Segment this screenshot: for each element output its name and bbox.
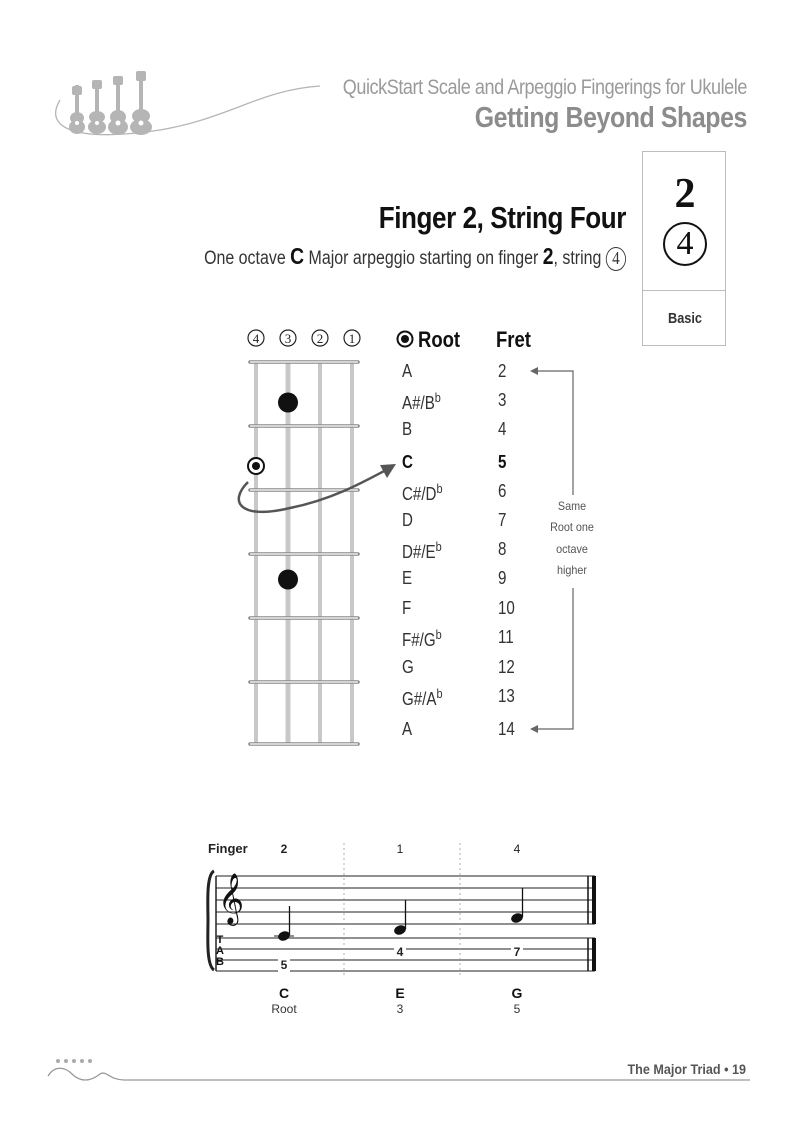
note-degree: Root [271, 1002, 297, 1016]
subtitle-prefix: One octave [204, 248, 286, 269]
octave-note-1: Same [557, 499, 587, 513]
table-note: G [402, 657, 414, 677]
octave-note-3: octave [556, 542, 588, 556]
root-header: Root [418, 327, 461, 352]
note-degree: 3 [396, 1002, 404, 1016]
finger-number: 2 [280, 842, 288, 856]
header-subtitle: QuickStart Scale and Arpeggio Fingerings for Ukulele [342, 76, 747, 99]
table-note: $F\#/G^b$ [402, 627, 442, 650]
flat-symbol: b [436, 686, 443, 701]
note-name: E [395, 985, 405, 1001]
subtitle-key: C [290, 243, 305, 269]
subtitle-suffix: , string [553, 248, 602, 269]
side-tab-string: 4 [663, 222, 707, 266]
svg-text:3: 3 [284, 331, 292, 346]
side-tab [642, 151, 726, 346]
table-fret: 2 [498, 361, 507, 381]
table-note: A [402, 719, 413, 739]
table-fret: 14 [498, 719, 515, 739]
header-title: Getting Beyond Shapes [474, 102, 747, 134]
page-title: Finger 2, String Four [378, 200, 626, 235]
fretboard-diagram [230, 320, 400, 760]
table-note: $C\#/D^b$ [402, 481, 443, 504]
page-subtitle [201, 243, 626, 271]
string-label-4 [248, 330, 264, 346]
table-fret: 4 [498, 419, 507, 439]
octave-note-4: higher [556, 563, 588, 577]
system-brace [208, 871, 214, 970]
note-degree: 5 [513, 1002, 521, 1016]
svg-text:1: 1 [348, 331, 356, 346]
root-symbol-icon [396, 330, 414, 348]
finger-number: 4 [513, 842, 521, 856]
table-note: C [402, 452, 413, 472]
octave-note-2: Root one [550, 520, 594, 534]
table-note: D [402, 510, 413, 530]
svg-text:2: 2 [316, 331, 324, 346]
table-fret: 13 [498, 686, 515, 706]
table-fret: 6 [498, 481, 507, 501]
treble-clef-icon: 𝄞 [218, 873, 245, 924]
subtitle-mid: Major arpeggio starting on finger [308, 248, 539, 269]
table-fret: 12 [498, 657, 515, 677]
svg-text:4: 4 [252, 331, 260, 346]
tab-letter: B [216, 956, 224, 968]
ukulele-logo-icon [40, 60, 320, 150]
side-tab-level: Basic [667, 310, 703, 327]
table-note: $D\#/E^b$ [402, 539, 442, 562]
string-label-2 [312, 330, 328, 346]
footer-page-label: The Major Triad • 19 [627, 1061, 746, 1077]
finger-dot [278, 393, 298, 413]
table-fret: 10 [498, 598, 515, 618]
flat-symbol: b [434, 390, 441, 405]
subtitle-string-circle: 4 [606, 247, 626, 271]
table-note: E [402, 568, 413, 588]
finger-dot [278, 570, 298, 590]
note-name: G [511, 985, 523, 1001]
side-tab-finger: 2 [674, 171, 696, 217]
table-fret: 11 [498, 627, 514, 647]
table-note: B [402, 419, 413, 439]
flat-symbol: b [435, 539, 442, 554]
tab-number: 5 [280, 958, 288, 972]
table-fret: 3 [498, 390, 507, 410]
table-note: $G\#/A^b$ [402, 686, 443, 709]
notation-staff [200, 835, 620, 1025]
table-fret: 8 [498, 539, 507, 559]
note-name: C [278, 985, 290, 1001]
flat-symbol: b [435, 627, 442, 642]
tab-number: 4 [396, 945, 404, 959]
string-label-3 [280, 330, 296, 346]
finger-number: 1 [396, 842, 404, 856]
table-note: F [402, 598, 412, 618]
flat-symbol: b [436, 481, 443, 496]
subtitle-finger: 2 [542, 243, 554, 269]
table-fret: 7 [498, 510, 507, 530]
string-label-1 [344, 330, 360, 346]
tab-letter: A [216, 945, 224, 957]
table-note: A [402, 361, 413, 381]
table-fret: 9 [498, 568, 507, 588]
tab-letter: T [216, 934, 224, 946]
tab-number: 7 [513, 945, 521, 959]
fret-header: Fret [496, 327, 531, 352]
finger-label: Finger [208, 841, 248, 856]
table-note: $A\#/B^b$ [402, 390, 441, 413]
table-fret: 5 [498, 452, 507, 472]
